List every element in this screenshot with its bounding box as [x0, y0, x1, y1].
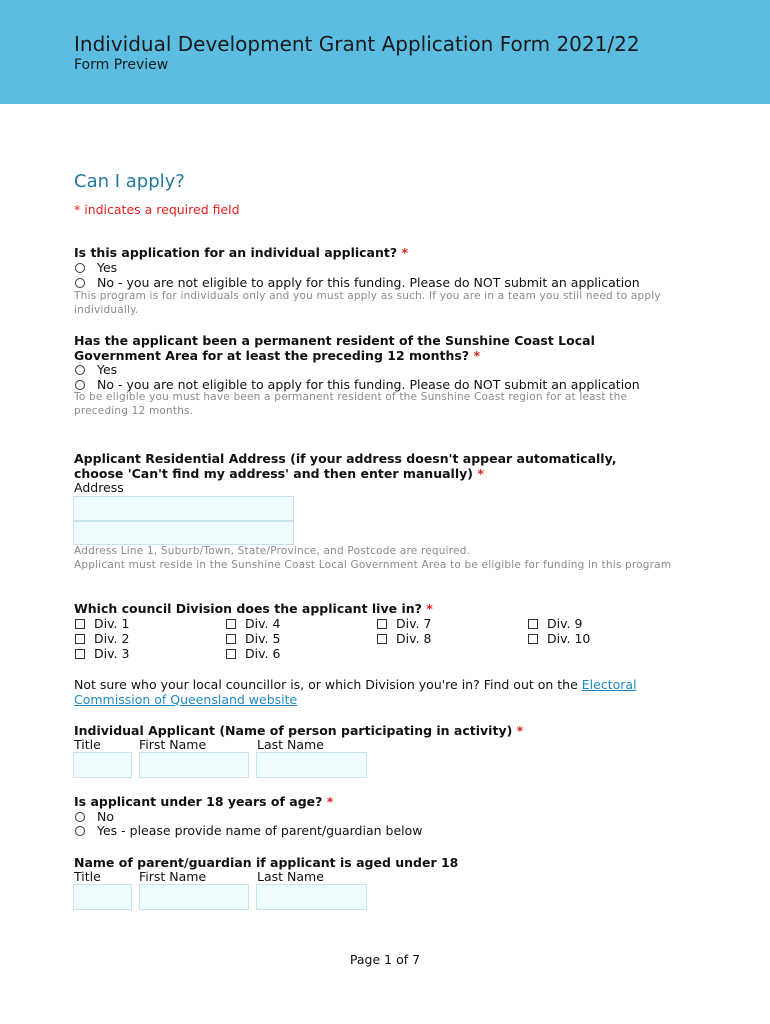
checkbox-div-10[interactable]: [527, 631, 590, 646]
option-label: No: [97, 809, 114, 824]
checkbox-icon[interactable]: [226, 634, 236, 644]
question-label: Name of parent/guardian if applicant is aged under 18: [74, 855, 459, 870]
question-council-division: [74, 601, 674, 616]
radio-icon[interactable]: [75, 826, 85, 836]
question-individual-applicant: [74, 245, 674, 260]
address-label: Address: [74, 480, 124, 495]
radio-icon[interactable]: [75, 278, 85, 288]
radio-option-yes[interactable]: [74, 823, 422, 838]
option-label: Div. 7: [396, 616, 432, 631]
checkbox-div-1[interactable]: [74, 616, 129, 631]
checkbox-div-3[interactable]: [74, 646, 129, 661]
radio-option-no[interactable]: [74, 377, 640, 392]
option-label: No - you are not eligible to apply for this funding. Please do NOT submit an application: [97, 275, 640, 290]
required-note: * indicates a required field: [74, 202, 240, 217]
option-label: Div. 4: [245, 616, 281, 631]
required-mark: *: [401, 245, 409, 260]
checkbox-icon[interactable]: [75, 649, 85, 659]
question-label: Individual Applicant (Name of person participating in activity): [74, 723, 513, 738]
section-title: Can I apply?: [74, 171, 185, 192]
required-mark: *: [477, 466, 484, 481]
address-line-1-input[interactable]: [73, 496, 294, 521]
option-label: Div. 2: [94, 631, 130, 646]
checkbox-div-6[interactable]: [225, 646, 280, 661]
title-label: Title: [74, 737, 101, 752]
option-label: Div. 3: [94, 646, 130, 661]
option-label: No - you are not eligible to apply for this funding. Please do NOT submit an application: [97, 377, 640, 392]
page-number: Page 1 of 7: [349, 952, 421, 967]
last-name-label: Last Name: [257, 869, 324, 884]
option-label: Yes: [97, 362, 118, 377]
form-subtitle: Form Preview: [74, 57, 169, 73]
question-label: Has the applicant been a permanent resident of the Sunshine Coast Local Government Area for at least the preceding 12 months?: [74, 333, 595, 363]
checkbox-icon[interactable]: [226, 649, 236, 659]
checkbox-div-8[interactable]: [376, 631, 431, 646]
title-input[interactable]: [73, 752, 132, 778]
option-label: Div. 10: [547, 631, 591, 646]
last-name-input[interactable]: [256, 752, 367, 778]
form-title: Individual Development Grant Application Form 2021/22: [74, 32, 640, 56]
option-label: Div. 1: [94, 616, 130, 631]
checkbox-icon[interactable]: [528, 634, 538, 644]
header-banner: [0, 0, 770, 104]
question-residential-address: [74, 451, 654, 481]
checkbox-icon[interactable]: [75, 634, 85, 644]
question-label: Applicant Residential Address (if your address doesn't appear automatically, choose 'Can't find my address' and then enter manually): [74, 451, 617, 481]
guardian-title-input[interactable]: [73, 884, 132, 910]
option-label: Yes: [97, 260, 118, 275]
radio-option-yes[interactable]: [74, 260, 117, 275]
question-label: Which council Division does the applicant live in?: [74, 601, 422, 616]
radio-icon[interactable]: [75, 380, 85, 390]
option-label: Div. 6: [245, 646, 281, 661]
checkbox-div-2[interactable]: [74, 631, 129, 646]
note-text: Not sure who your local councillor is, or which Division you're in? Find out on the: [74, 677, 582, 692]
required-mark: *: [426, 601, 433, 616]
required-mark: *: [326, 794, 334, 809]
question-label: Is applicant under 18 years of age?: [74, 794, 323, 809]
checkbox-icon[interactable]: [75, 619, 85, 629]
checkbox-div-7[interactable]: [376, 616, 431, 631]
required-mark: *: [473, 348, 480, 363]
radio-option-yes[interactable]: [74, 362, 117, 377]
ecq-website-link[interactable]: Electoral Commission of Queensland website: [74, 677, 637, 707]
option-label: Div. 5: [245, 631, 281, 646]
checkbox-icon[interactable]: [377, 619, 387, 629]
address-line-2-input[interactable]: [73, 521, 294, 545]
first-name-label: First Name: [139, 737, 207, 752]
councillor-note: [74, 677, 664, 707]
address-help-1: Address Line 1, Suburb/Town, State/Province, and Postcode are required.: [74, 545, 471, 557]
checkbox-icon[interactable]: [226, 619, 236, 629]
checkbox-div-4[interactable]: [225, 616, 280, 631]
checkbox-icon[interactable]: [528, 619, 538, 629]
checkbox-div-5[interactable]: [225, 631, 280, 646]
last-name-label: Last Name: [257, 737, 324, 752]
radio-icon[interactable]: [75, 812, 85, 822]
option-label: Div. 8: [396, 631, 432, 646]
radio-icon[interactable]: [75, 263, 85, 273]
required-mark: *: [516, 723, 524, 738]
guardian-last-name-input[interactable]: [256, 884, 367, 910]
help-text: This program is for individuals only and you must apply as such. If you are in a team you still need to apply individually.: [74, 290, 661, 316]
help-text: To be eligible you must have been a permanent resident of the Sunshine Coast region for at least the preceding 12 months.: [74, 391, 628, 417]
question-parent-guardian: [74, 855, 674, 870]
question-individual-applicant-name: [74, 723, 674, 738]
checkbox-div-9[interactable]: [527, 616, 582, 631]
first-name-label: First Name: [139, 869, 207, 884]
question-permanent-resident: [74, 333, 654, 363]
checkbox-icon[interactable]: [377, 634, 387, 644]
option-label: Div. 9: [547, 616, 583, 631]
guardian-first-name-input[interactable]: [139, 884, 249, 910]
option-label: Yes - please provide name of parent/guardian below: [97, 823, 423, 838]
address-help-2: Applicant must reside in the Sunshine Coast Local Government Area to be eligible for funding in this program: [74, 559, 672, 571]
radio-icon[interactable]: [75, 365, 85, 375]
radio-option-no[interactable]: [74, 275, 640, 290]
question-label: Is this application for an individual applicant?: [74, 245, 398, 260]
first-name-input[interactable]: [139, 752, 249, 778]
radio-option-no[interactable]: [74, 809, 114, 824]
question-under-18: [74, 794, 674, 809]
title-label: Title: [74, 869, 101, 884]
